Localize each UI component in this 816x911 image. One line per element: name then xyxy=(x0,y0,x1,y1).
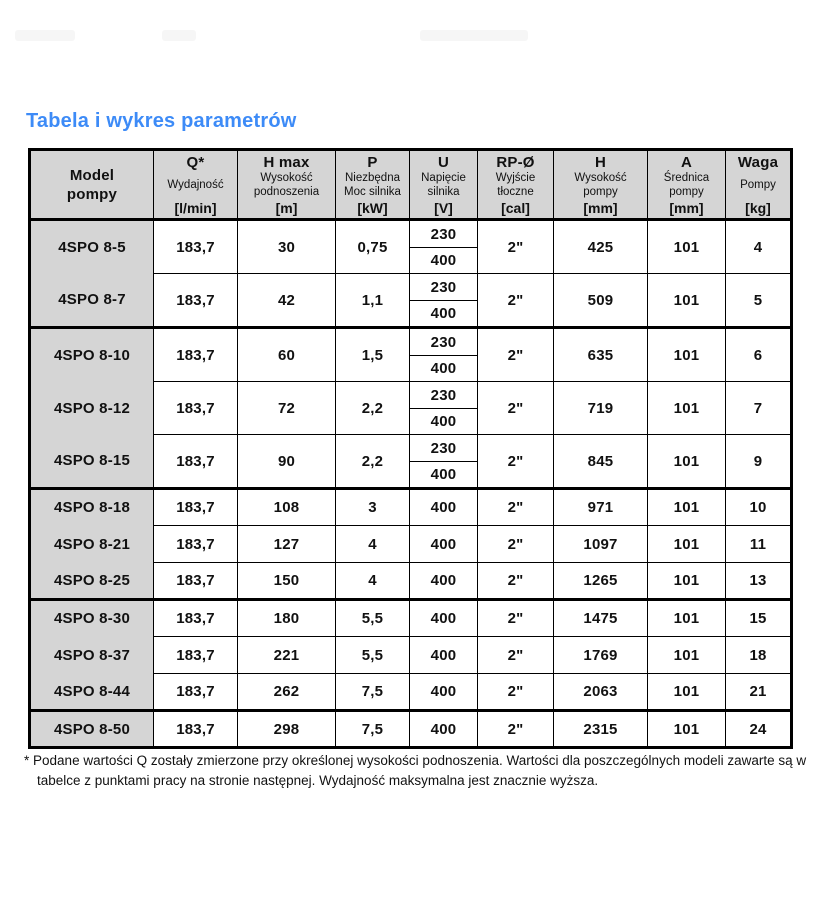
h-cell: 425 xyxy=(554,220,648,274)
h-cell: 719 xyxy=(554,382,648,435)
h-cell: 2063 xyxy=(554,674,648,711)
table-header-row xyxy=(30,150,792,220)
waga-cell: 13 xyxy=(726,563,792,600)
header-p: P Niezbędna Moc silnika [kW] xyxy=(336,150,410,220)
model-cell: 4SPO 8-18 xyxy=(30,489,154,526)
q-cell: 183,7 xyxy=(154,526,238,563)
hmax-cell: 127 xyxy=(238,526,336,563)
q-cell: 183,7 xyxy=(154,563,238,600)
u-value-230: 230 xyxy=(430,386,457,404)
a-cell: 101 xyxy=(648,382,726,435)
model-cell: 4SPO 8-37 xyxy=(30,637,154,674)
p-cell: 2,2 xyxy=(336,382,410,435)
header-h: H Wysokość pompy [mm] xyxy=(554,150,648,220)
waga-cell: 4 xyxy=(726,220,792,274)
footnote-marker: * xyxy=(24,753,30,768)
u-value-400: 400 xyxy=(410,247,477,273)
a-cell: 101 xyxy=(648,674,726,711)
rp-cell: 2" xyxy=(478,274,554,328)
q-cell: 183,7 xyxy=(154,328,238,382)
faint-watermark xyxy=(15,30,75,41)
table-row xyxy=(30,220,792,274)
rp-cell: 2" xyxy=(478,435,554,489)
rp-cell: 2" xyxy=(478,220,554,274)
u-cell: 400 xyxy=(410,526,478,563)
a-cell: 101 xyxy=(648,637,726,674)
u-value-230: 230 xyxy=(430,439,457,457)
header-q: Q* Wydajność [l/min] xyxy=(154,150,238,220)
table-row xyxy=(30,274,792,328)
q-cell: 183,7 xyxy=(154,435,238,489)
u-cell: 400 xyxy=(410,489,478,526)
table-row xyxy=(30,711,792,748)
q-cell: 183,7 xyxy=(154,220,238,274)
h-cell: 1475 xyxy=(554,600,648,637)
page-title: Tabela i wykres parametrów xyxy=(26,110,297,132)
p-cell: 5,5 xyxy=(336,600,410,637)
header-hmax: H max Wysokość podnoszenia [m] xyxy=(238,150,336,220)
rp-cell: 2" xyxy=(478,526,554,563)
waga-cell: 9 xyxy=(726,435,792,489)
p-cell: 7,5 xyxy=(336,711,410,748)
parameters-table xyxy=(28,148,793,749)
hmax-cell: 60 xyxy=(238,328,336,382)
header-u: U Napięcie silnika [V] xyxy=(410,150,478,220)
q-cell: 183,7 xyxy=(154,489,238,526)
hmax-cell: 150 xyxy=(238,563,336,600)
u-cell: 400 xyxy=(410,563,478,600)
u-cell: 400 xyxy=(410,674,478,711)
p-cell: 1,5 xyxy=(336,328,410,382)
u-value-230: 230 xyxy=(430,333,457,351)
h-cell: 1265 xyxy=(554,563,648,600)
p-cell: 2,2 xyxy=(336,435,410,489)
header-rp: RP-Ø Wyjście tłoczne [cal] xyxy=(478,150,554,220)
a-cell: 101 xyxy=(648,600,726,637)
hmax-cell: 108 xyxy=(238,489,336,526)
table-row xyxy=(30,526,792,563)
a-cell: 101 xyxy=(648,489,726,526)
a-cell: 101 xyxy=(648,526,726,563)
p-cell: 4 xyxy=(336,526,410,563)
waga-cell: 21 xyxy=(726,674,792,711)
rp-cell: 2" xyxy=(478,600,554,637)
hmax-cell: 90 xyxy=(238,435,336,489)
q-cell: 183,7 xyxy=(154,600,238,637)
h-cell: 971 xyxy=(554,489,648,526)
footnote xyxy=(24,751,815,792)
faint-watermark xyxy=(162,30,196,41)
p-cell: 3 xyxy=(336,489,410,526)
table-row xyxy=(30,435,792,489)
u-cell xyxy=(410,220,478,274)
table-row xyxy=(30,328,792,382)
table-row xyxy=(30,563,792,600)
model-cell: 4SPO 8-21 xyxy=(30,526,154,563)
rp-cell: 2" xyxy=(478,674,554,711)
h-cell: 635 xyxy=(554,328,648,382)
hmax-cell: 221 xyxy=(238,637,336,674)
u-cell xyxy=(410,328,478,382)
q-cell: 183,7 xyxy=(154,637,238,674)
model-cell: 4SPO 8-50 xyxy=(30,711,154,748)
u-value-230: 230 xyxy=(430,225,457,243)
u-value-400: 400 xyxy=(410,408,477,434)
p-cell: 4 xyxy=(336,563,410,600)
p-cell: 5,5 xyxy=(336,637,410,674)
a-cell: 101 xyxy=(648,711,726,748)
a-cell: 101 xyxy=(648,435,726,489)
p-cell: 0,75 xyxy=(336,220,410,274)
q-cell: 183,7 xyxy=(154,674,238,711)
h-cell: 1769 xyxy=(554,637,648,674)
hmax-cell: 30 xyxy=(238,220,336,274)
model-cell: 4SPO 8-25 xyxy=(30,563,154,600)
waga-cell: 5 xyxy=(726,274,792,328)
waga-cell: 6 xyxy=(726,328,792,382)
u-value-400: 400 xyxy=(410,355,477,381)
hmax-cell: 42 xyxy=(238,274,336,328)
model-cell: 4SPO 8-44 xyxy=(30,674,154,711)
rp-cell: 2" xyxy=(478,489,554,526)
header-waga: Waga Pompy [kg] xyxy=(726,150,792,220)
waga-cell: 15 xyxy=(726,600,792,637)
header-a: A Średnica pompy [mm] xyxy=(648,150,726,220)
model-cell: 4SPO 8-7 xyxy=(30,274,154,328)
u-cell: 400 xyxy=(410,637,478,674)
waga-cell: 18 xyxy=(726,637,792,674)
rp-cell: 2" xyxy=(478,563,554,600)
u-value-400: 400 xyxy=(410,300,477,326)
h-cell: 2315 xyxy=(554,711,648,748)
u-cell xyxy=(410,382,478,435)
waga-cell: 24 xyxy=(726,711,792,748)
u-cell xyxy=(410,274,478,328)
model-cell: 4SPO 8-15 xyxy=(30,435,154,489)
u-value-230: 230 xyxy=(430,278,457,296)
u-cell xyxy=(410,435,478,489)
waga-cell: 10 xyxy=(726,489,792,526)
q-cell: 183,7 xyxy=(154,274,238,328)
h-cell: 845 xyxy=(554,435,648,489)
a-cell: 101 xyxy=(648,274,726,328)
footnote-text: Podane wartości Q zostały zmierzone przy określonej wysokości podnoszenia. Wartości dla poszczególnych modeli zawarte są w tabelce z punktami pracy na stronie następnej. Wydajność maksymalna jest znacznie wyższa. xyxy=(33,753,807,789)
rp-cell: 2" xyxy=(478,328,554,382)
rp-cell: 2" xyxy=(478,382,554,435)
hmax-cell: 298 xyxy=(238,711,336,748)
a-cell: 101 xyxy=(648,220,726,274)
h-cell: 509 xyxy=(554,274,648,328)
hmax-cell: 180 xyxy=(238,600,336,637)
table-row xyxy=(30,382,792,435)
faint-watermark xyxy=(420,30,528,41)
q-cell: 183,7 xyxy=(154,382,238,435)
header-model: Model pompy xyxy=(30,150,154,220)
a-cell: 101 xyxy=(648,328,726,382)
h-cell: 1097 xyxy=(554,526,648,563)
table-row xyxy=(30,637,792,674)
q-cell: 183,7 xyxy=(154,711,238,748)
table-row xyxy=(30,489,792,526)
hmax-cell: 72 xyxy=(238,382,336,435)
u-cell: 400 xyxy=(410,600,478,637)
rp-cell: 2" xyxy=(478,711,554,748)
u-value-400: 400 xyxy=(410,461,477,487)
p-cell: 7,5 xyxy=(336,674,410,711)
rp-cell: 2" xyxy=(478,637,554,674)
table-row xyxy=(30,674,792,711)
u-cell: 400 xyxy=(410,711,478,748)
waga-cell: 11 xyxy=(726,526,792,563)
model-cell: 4SPO 8-30 xyxy=(30,600,154,637)
model-cell: 4SPO 8-5 xyxy=(30,220,154,274)
a-cell: 101 xyxy=(648,563,726,600)
waga-cell: 7 xyxy=(726,382,792,435)
model-cell: 4SPO 8-12 xyxy=(30,382,154,435)
p-cell: 1,1 xyxy=(336,274,410,328)
table-row xyxy=(30,600,792,637)
hmax-cell: 262 xyxy=(238,674,336,711)
model-cell: 4SPO 8-10 xyxy=(30,328,154,382)
